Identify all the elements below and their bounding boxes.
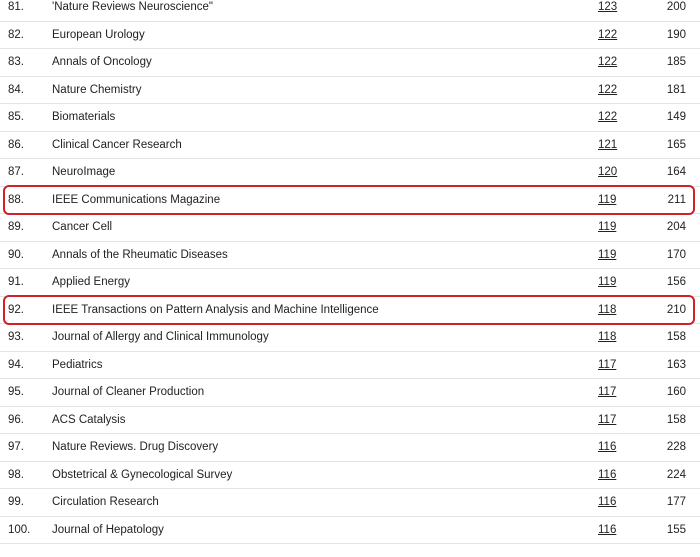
h5-median-cell: 210	[666, 303, 686, 316]
h5-index-link[interactable]: 122	[598, 83, 618, 96]
rank-cell: 82.	[8, 28, 24, 41]
table-row	[0, 462, 700, 490]
h5-median-cell: 185	[666, 56, 686, 69]
h5-index-link[interactable]: 119	[598, 248, 617, 261]
h5-index-link[interactable]: 120	[598, 166, 618, 179]
publication-name-cell: Circulation Research	[52, 496, 159, 509]
rank-cell: 85.	[8, 111, 24, 124]
publication-name-cell: Pediatrics	[52, 358, 103, 371]
rank-cell: 93.	[8, 331, 24, 344]
h5-median-cell: 164	[666, 166, 686, 179]
h5-median-cell: 181	[666, 83, 686, 96]
rank-cell: 89.	[8, 221, 24, 234]
publication-name-cell: Cancer Cell	[52, 221, 113, 234]
publication-name-cell: Biomaterials	[52, 111, 116, 124]
h5-index-link[interactable]: 122	[598, 111, 618, 124]
rank-cell: 98.	[8, 468, 24, 481]
h5-index-link[interactable]: 119	[598, 193, 617, 206]
h5-median-cell: 177	[666, 496, 686, 509]
h5-index-link[interactable]: 118	[598, 303, 617, 316]
publication-name-cell: Applied Energy	[52, 276, 130, 289]
table-row	[0, 49, 700, 77]
table-row	[0, 187, 700, 215]
h5-median-cell: 211	[667, 193, 686, 206]
table-row	[0, 22, 700, 50]
publication-name-cell: IEEE Transactions on Pattern Analysis and Machine Intelligence	[52, 303, 379, 316]
h5-median-cell: 156	[666, 276, 686, 289]
h5-median-cell: 165	[666, 138, 686, 151]
publication-name-cell: ACS Catalysis	[52, 413, 126, 426]
rank-cell: 100.	[8, 523, 31, 536]
table-row	[0, 407, 700, 435]
rank-cell: 84.	[8, 83, 24, 96]
publication-name-cell: Annals of Oncology	[52, 56, 152, 69]
table-row	[0, 242, 700, 270]
table-row	[0, 379, 700, 407]
publication-name-cell: Annals of the Rheumatic Diseases	[52, 248, 228, 261]
h5-index-link[interactable]: 116	[598, 523, 617, 536]
table-row	[0, 269, 700, 297]
h5-index-link[interactable]: 116	[598, 441, 617, 454]
h5-median-cell: 160	[666, 386, 686, 399]
publication-name-cell: NeuroImage	[52, 166, 116, 179]
rank-cell: 95.	[8, 386, 24, 399]
table-row	[0, 104, 700, 132]
h5-median-cell: 204	[666, 221, 686, 234]
h5-index-link[interactable]: 119	[598, 221, 617, 234]
h5-median-cell: 158	[666, 413, 686, 426]
h5-median-cell: 224	[666, 468, 686, 481]
rank-cell: 97.	[8, 441, 24, 454]
rank-cell: 91.	[8, 276, 24, 289]
rank-cell: 87.	[8, 166, 24, 179]
table-row	[0, 214, 700, 242]
publication-name-cell: Nature Reviews. Drug Discovery	[52, 441, 219, 454]
table-row	[0, 297, 700, 325]
h5-median-cell: 163	[666, 358, 686, 371]
table-row	[0, 132, 700, 160]
rank-cell: 96.	[8, 413, 24, 426]
h5-median-cell: 155	[666, 523, 686, 536]
h5-index-link[interactable]: 117	[598, 386, 617, 399]
rank-cell: 94.	[8, 358, 24, 371]
h5-index-link[interactable]: 118	[598, 331, 617, 344]
h5-index-link[interactable]: 121	[598, 138, 618, 151]
h5-index-link[interactable]: 117	[598, 413, 617, 426]
table-row	[0, 517, 700, 545]
publication-name-cell: IEEE Communications Magazine	[52, 193, 221, 206]
table-row	[0, 489, 700, 517]
publication-name-cell: Nature Chemistry	[52, 83, 142, 96]
publication-name-cell: Journal of Hepatology	[52, 523, 164, 536]
rank-cell: 92.	[8, 303, 24, 316]
h5-median-cell: 158	[666, 331, 686, 344]
h5-median-cell: 190	[666, 28, 686, 41]
h5-index-link[interactable]: 116	[598, 468, 617, 481]
rank-cell: 81.	[8, 1, 24, 14]
h5-median-cell: 200	[666, 1, 686, 14]
publication-name-cell: Obstetrical & Gynecological Survey	[52, 468, 233, 481]
h5-index-link[interactable]: 122	[598, 56, 618, 69]
h5-index-link[interactable]: 116	[598, 496, 617, 509]
h5-median-cell: 228	[666, 441, 686, 454]
h5-index-link[interactable]: 123	[598, 1, 618, 14]
rank-cell: 90.	[8, 248, 24, 261]
publication-name-cell: Journal of Allergy and Clinical Immunology	[52, 331, 269, 344]
rank-cell: 99.	[8, 496, 24, 509]
table-row	[0, 324, 700, 352]
table-row	[0, 77, 700, 105]
publication-name-cell: Clinical Cancer Research	[52, 138, 182, 151]
publication-name-cell: European Urology	[52, 28, 145, 41]
h5-median-cell: 149	[666, 111, 686, 124]
publication-name-cell: 'Nature Reviews Neuroscience"	[52, 1, 213, 14]
rank-cell: 86.	[8, 138, 24, 151]
h5-index-link[interactable]: 117	[598, 358, 617, 371]
table-row	[0, 159, 700, 187]
rank-cell: 83.	[8, 56, 24, 69]
table-row	[0, 352, 700, 380]
h5-index-link[interactable]: 122	[598, 28, 618, 41]
rank-cell: 88.	[8, 193, 24, 206]
table-row	[0, 0, 700, 22]
publication-name-cell: Journal of Cleaner Production	[52, 386, 205, 399]
table-row	[0, 434, 700, 462]
h5-index-link[interactable]: 119	[598, 276, 617, 289]
h5-median-cell: 170	[666, 248, 686, 261]
